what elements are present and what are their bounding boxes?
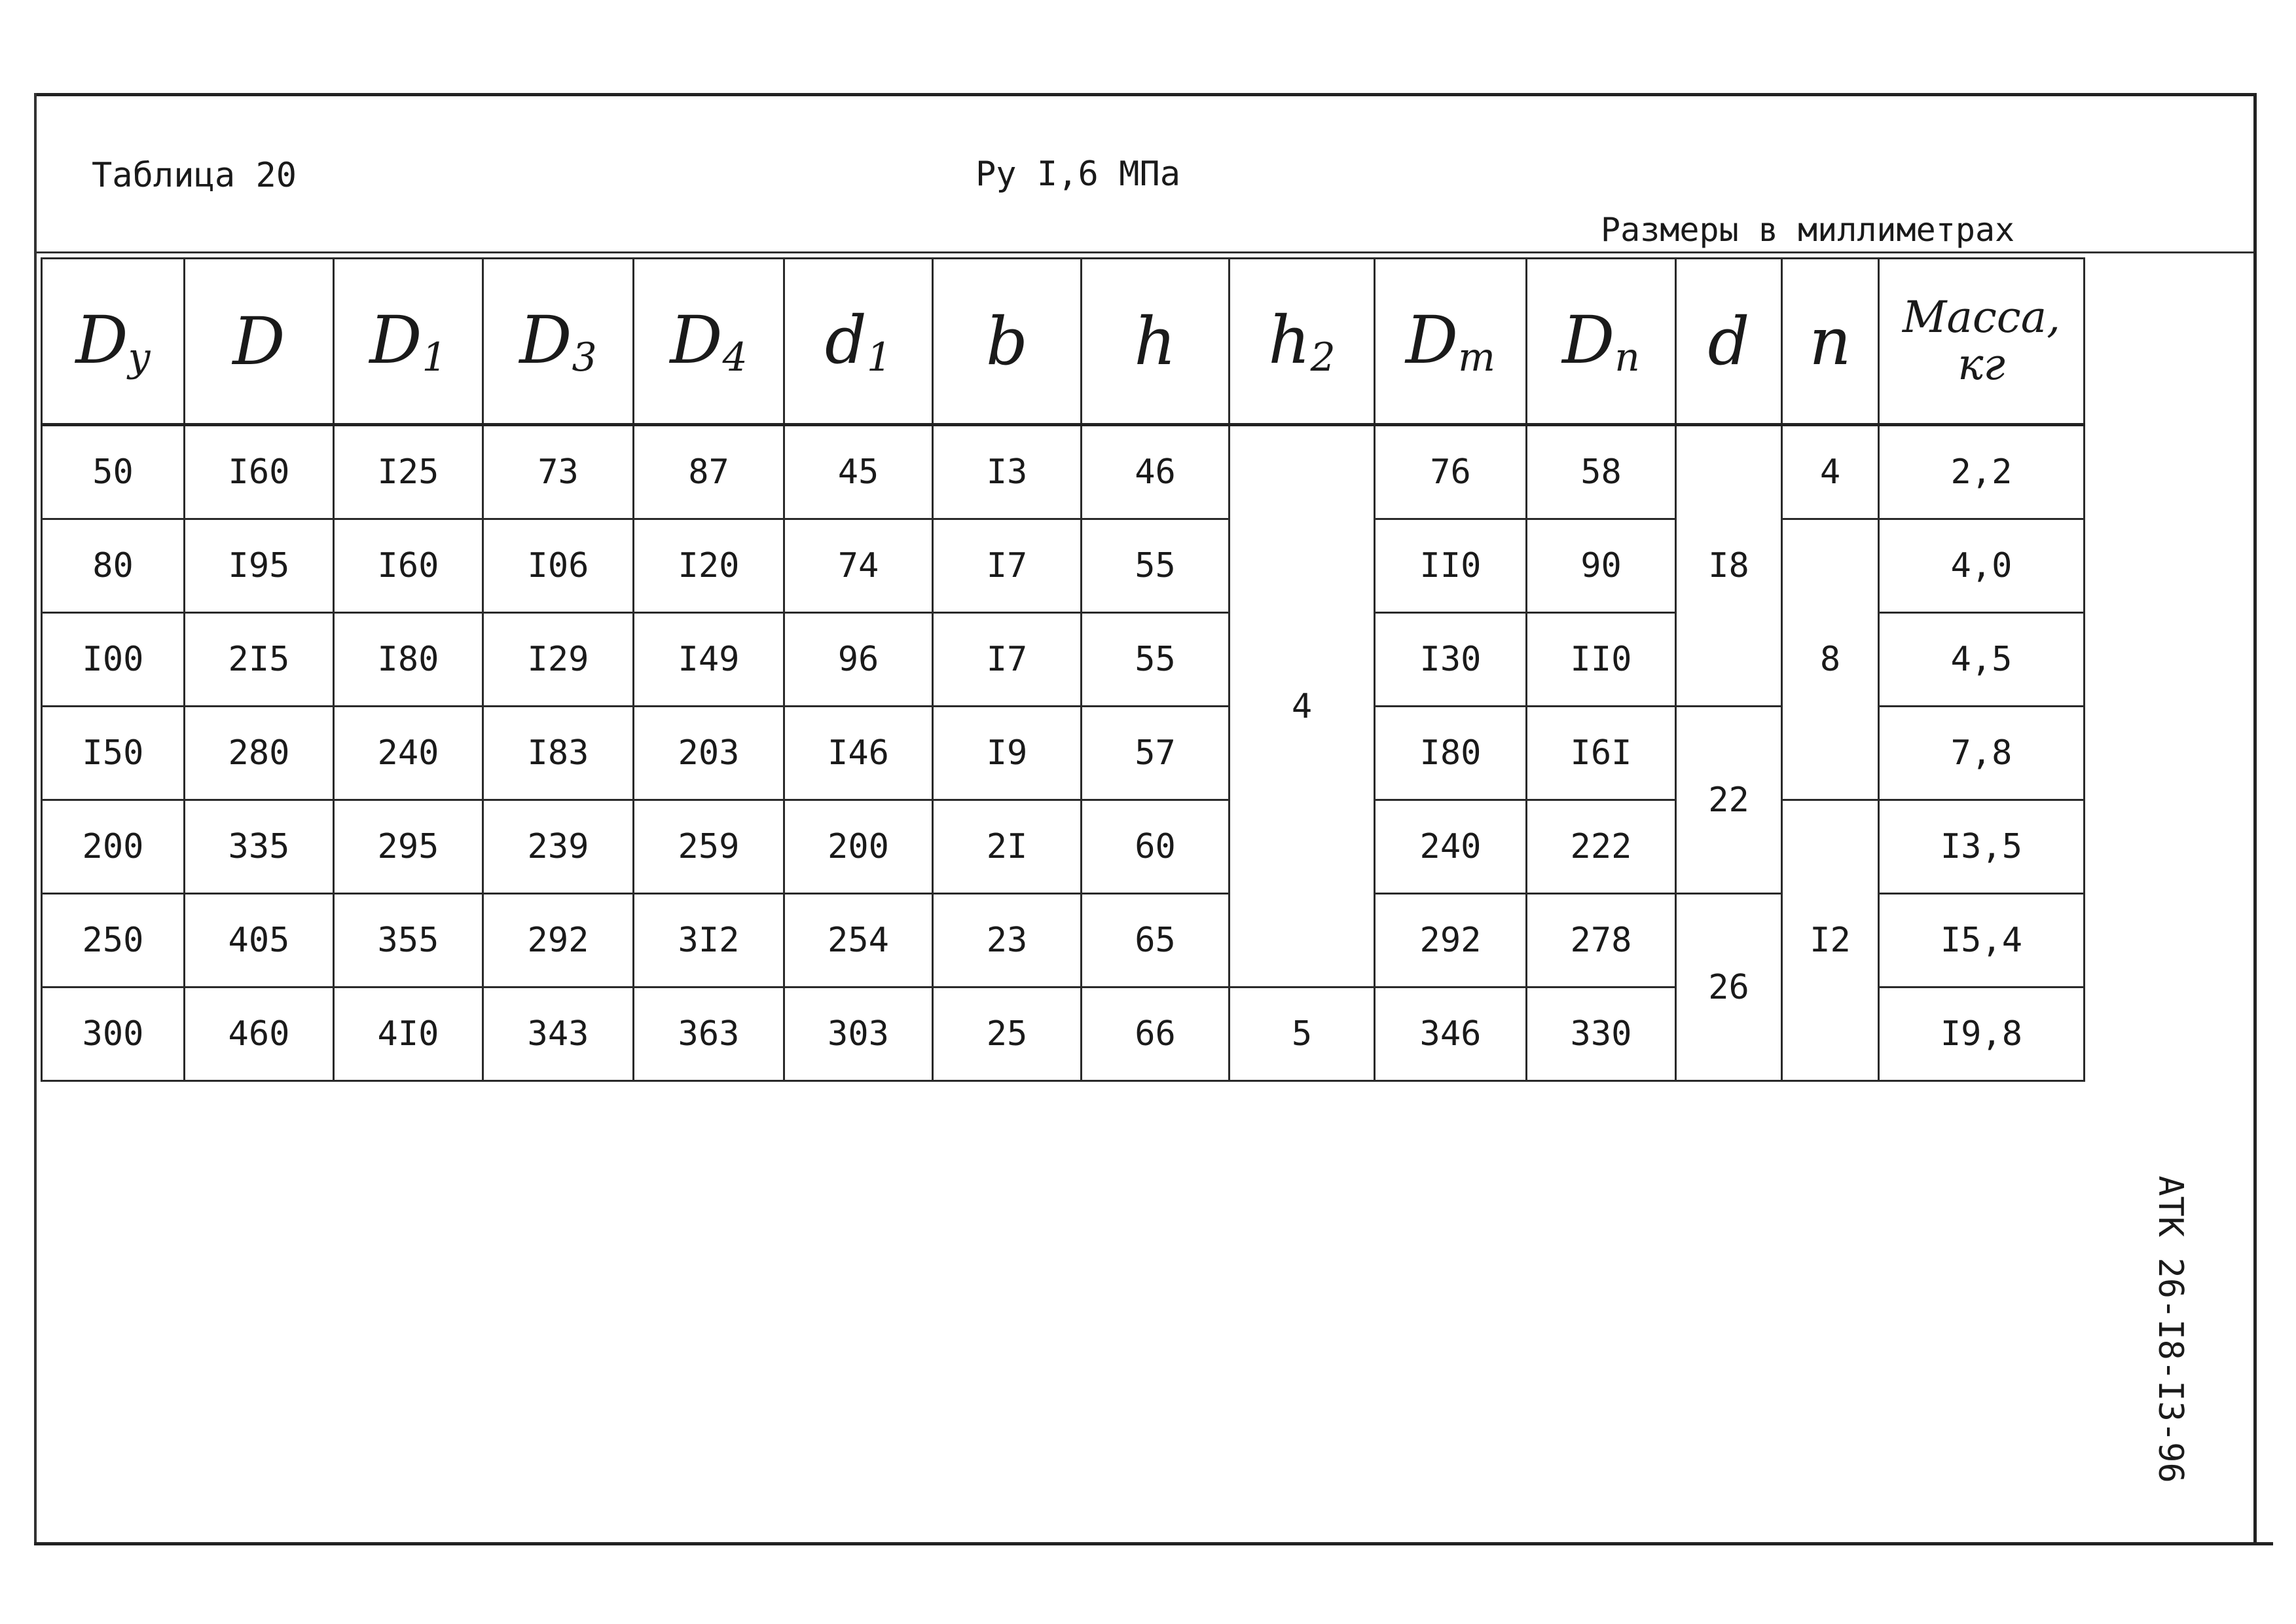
- cell-d: 280: [185, 707, 334, 800]
- cell-d: 405: [185, 894, 334, 987]
- cell-h: 55: [1082, 519, 1230, 613]
- cell-d3: I06: [483, 519, 634, 613]
- col-header-d4: $D_4$: [634, 259, 784, 425]
- cell-dn: 90: [1527, 519, 1676, 613]
- cell-mass: 4,0: [1879, 519, 2085, 613]
- cell-dm: II0: [1375, 519, 1527, 613]
- cell-dn: I6I: [1527, 707, 1676, 800]
- col-header-h: h: [1082, 259, 1230, 425]
- col-header-d3: $D_3$: [483, 259, 634, 425]
- cell-mass: 2,2: [1879, 425, 2085, 519]
- cell-h: 57: [1082, 707, 1230, 800]
- cell-b: I7: [933, 519, 1082, 613]
- cell-d1: 295: [334, 800, 483, 894]
- cell-dn: 222: [1527, 800, 1676, 894]
- cell-d4: 363: [634, 987, 784, 1081]
- document-code: [2131, 1172, 2210, 1486]
- col-header-dy: $D_y$: [42, 259, 185, 425]
- cell-dm: 292: [1375, 894, 1527, 987]
- cell-d3: I83: [483, 707, 634, 800]
- cell-d: 335: [185, 800, 334, 894]
- cell-h: 66: [1082, 987, 1230, 1081]
- cell-n-merged: I2: [1782, 800, 1879, 1081]
- cell-dm: 76: [1375, 425, 1527, 519]
- cell-d1-lower: 200: [784, 800, 933, 894]
- cell-d-hole-merged: I8: [1676, 425, 1782, 707]
- cell-d1-lower: 74: [784, 519, 933, 613]
- col-header-n: n: [1782, 259, 1879, 425]
- cell-dm: I80: [1375, 707, 1527, 800]
- cell-dn: II0: [1527, 613, 1676, 707]
- col-header-dn: $D_n$: [1527, 259, 1676, 425]
- col-header-b: b: [933, 259, 1082, 425]
- cell-dm: I30: [1375, 613, 1527, 707]
- col-header-d1-lower: $d_1$: [784, 259, 933, 425]
- table-caption: Таблица 20: [92, 156, 297, 195]
- cell-n-merged: 8: [1782, 519, 1879, 800]
- cell-dy: 250: [42, 894, 185, 987]
- cell-h2: 5: [1230, 987, 1375, 1081]
- cell-d3: I29: [483, 613, 634, 707]
- cell-dy: I00: [42, 613, 185, 707]
- cell-d4: I20: [634, 519, 784, 613]
- header-separator: [37, 251, 2253, 253]
- cell-dm: 240: [1375, 800, 1527, 894]
- col-header-h2: $h_2$: [1230, 259, 1375, 425]
- cell-d1-lower: I46: [784, 707, 933, 800]
- cell-mass: I5,4: [1879, 894, 2085, 987]
- cell-d4: I49: [634, 613, 784, 707]
- cell-n: 4: [1782, 425, 1879, 519]
- table-row: [42, 894, 2085, 987]
- cell-dm: 346: [1375, 987, 1527, 1081]
- cell-d: 2I5: [185, 613, 334, 707]
- cell-mass: I3,5: [1879, 800, 2085, 894]
- col-header-d-hole: d: [1676, 259, 1782, 425]
- cell-dy: 200: [42, 800, 185, 894]
- cell-d-hole-merged: 22: [1676, 707, 1782, 894]
- cell-d1-lower: 254: [784, 894, 933, 987]
- cell-dy: 300: [42, 987, 185, 1081]
- frame-bottom-border: [34, 1542, 2273, 1545]
- cell-b: 2I: [933, 800, 1082, 894]
- cell-d1: 355: [334, 894, 483, 987]
- table-header-row: [42, 259, 2085, 425]
- cell-d1: I80: [334, 613, 483, 707]
- document-code-text: АТК 26-I8-I3-96: [2151, 1175, 2190, 1483]
- table-row: [42, 425, 2085, 519]
- cell-d1-lower: 96: [784, 613, 933, 707]
- cell-d4: 259: [634, 800, 784, 894]
- cell-mass: 4,5: [1879, 613, 2085, 707]
- cell-d1: I25: [334, 425, 483, 519]
- cell-b: 23: [933, 894, 1082, 987]
- cell-d3: 239: [483, 800, 634, 894]
- cell-dy: 80: [42, 519, 185, 613]
- frame-left-border: [34, 93, 37, 1543]
- cell-d: 460: [185, 987, 334, 1081]
- cell-b: 25: [933, 987, 1082, 1081]
- cell-h: 65: [1082, 894, 1230, 987]
- cell-d1: 4I0: [334, 987, 483, 1081]
- cell-h2-merged: 4: [1230, 425, 1375, 987]
- col-header-dm: $D_m$: [1375, 259, 1527, 425]
- cell-d4: 203: [634, 707, 784, 800]
- cell-b: I7: [933, 613, 1082, 707]
- cell-d1: 240: [334, 707, 483, 800]
- cell-b: I3: [933, 425, 1082, 519]
- cell-dy: I50: [42, 707, 185, 800]
- col-header-mass: Масса, кг: [1879, 259, 2085, 425]
- cell-dn: 58: [1527, 425, 1676, 519]
- cell-d4: 87: [634, 425, 784, 519]
- col-header-d-outer: D: [185, 259, 334, 425]
- cell-dy: 50: [42, 425, 185, 519]
- col-header-d1: $D_1$: [334, 259, 483, 425]
- cell-d: I60: [185, 425, 334, 519]
- cell-h: 55: [1082, 613, 1230, 707]
- cell-d4: 3I2: [634, 894, 784, 987]
- cell-b: I9: [933, 707, 1082, 800]
- cell-d1-lower: 45: [784, 425, 933, 519]
- cell-dn: 278: [1527, 894, 1676, 987]
- cell-d3: 292: [483, 894, 634, 987]
- cell-d3: 343: [483, 987, 634, 1081]
- frame-top-border: [34, 93, 2253, 96]
- cell-dn: 330: [1527, 987, 1676, 1081]
- cell-d1-lower: 303: [784, 987, 933, 1081]
- cell-h: 46: [1082, 425, 1230, 519]
- cell-d: I95: [185, 519, 334, 613]
- dimensions-table: [41, 257, 2085, 1082]
- cell-d-hole-merged: 26: [1676, 894, 1782, 1081]
- table-row: [42, 707, 2085, 800]
- cell-d1: I60: [334, 519, 483, 613]
- frame-right-border: [2253, 93, 2257, 1543]
- cell-d3: 73: [483, 425, 634, 519]
- cell-h: 60: [1082, 800, 1230, 894]
- pressure-label: Ру I,6 МПа: [975, 155, 1181, 194]
- units-note: Размеры в миллиметрах: [1601, 211, 2015, 249]
- cell-mass: I9,8: [1879, 987, 2085, 1081]
- cell-mass: 7,8: [1879, 707, 2085, 800]
